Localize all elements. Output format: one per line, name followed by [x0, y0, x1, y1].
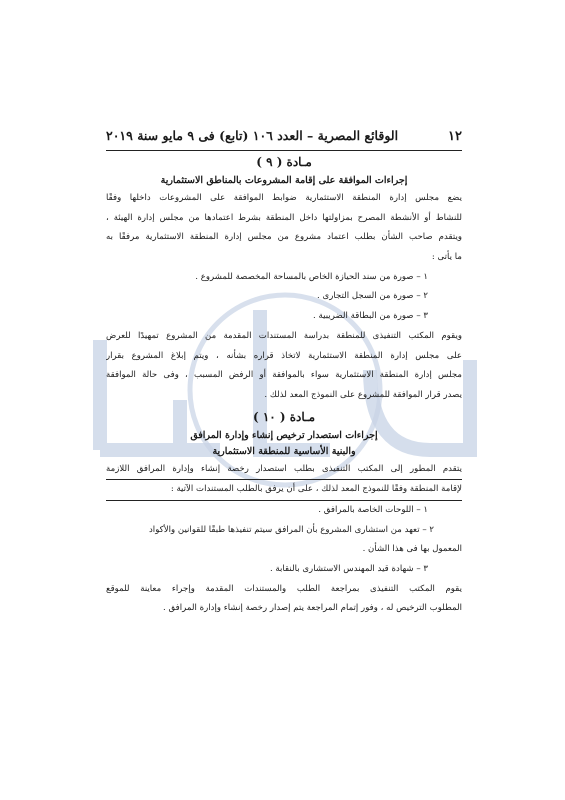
- list-item: ٣ – شهادة قيد المهندس الاستشارى بالنقابة .: [269, 564, 428, 574]
- paragraph-line: ويقوم المكتب التنفيذى للمنطقة بدراسة المستندات المقدمة من المشروع تمهيدًا للعرض: [106, 330, 462, 341]
- paragraph-line: لإقامة المنطقة وفقًا للنموذج المعد لذلك ، على أن يرفق بالطلب المستندات الآتية :: [106, 480, 462, 501]
- list-item: ٣ – صورة من البطاقة الضريبية .: [313, 311, 428, 322]
- paragraph-line: ما يأتى :: [431, 252, 462, 263]
- paragraph-line: على مجلس إدارة المنطقة الاستثمارية لاتخاذ قراره بشأنه ، ويتم إبلاغ المشروع بقرار: [106, 350, 462, 361]
- list-item: ١ – اللوحات الخاصة بالمرافق .: [318, 504, 428, 515]
- article-9-heading: مـادة ( ٩ ): [256, 155, 312, 169]
- list-item: ٢ – صورة من السجل التجارى .: [317, 291, 428, 302]
- list-item: ١ – صورة من سند الحيازة الخاص بالمساحة المخصصة للمشروع .: [195, 271, 428, 282]
- paragraph-line: يقوم المكتب التنفيذى بمراجعة الطلب والمستندات المقدمة وإجراء معاينة للموقع: [106, 583, 462, 594]
- article-10-heading: مـادة ( ١٠ ): [252, 409, 315, 424]
- page-header: [106, 128, 462, 151]
- article-10-subtitle: إجراءات استصدار ترخيص إنشاء وإدارة المرافق: [190, 429, 378, 441]
- paragraph-line: المطلوب الترخيص له ، وفور إتمام المراجعة يتم إصدار رخصة إنشاء وإدارة المرافق .: [163, 603, 462, 614]
- paragraph-line: يضع مجلس إدارة المنطقة الاستثمارية ضوابط الموافقة على المشروعات داخلها وفقًا: [106, 193, 462, 203]
- page-number: ١٢: [448, 129, 462, 144]
- article-9-subtitle: إجراءات الموافقة على إقامة المشروعات بالمناطق الاستثمارية: [160, 175, 408, 186]
- document-page: [106, 128, 462, 619]
- paragraph-line: المعمول بها فى هذا الشأن .: [362, 544, 462, 555]
- paragraph-line: ويتقدم صاحب الشأن بطلب اعتماد مشروع من مجلس إدارة المنطقة الاستثمارية مرفقًا به: [106, 232, 462, 243]
- article-10-subtitle: والبنية الأساسية للمنطقة الاستثمارية: [212, 445, 356, 457]
- paragraph-line: يصدر قرار الموافقة للمشروع على النموذج المعد لذلك .: [264, 389, 462, 400]
- list-item: ٢ – تعهد من استشارى المشروع بأن المرافق سيتم تنفيذها طبقًا للقوانين والأكواد: [148, 524, 434, 535]
- gazette-title: الوقائع المصرية – العدد ١٠٦ (تابع) فى ٩ مايو سنة ٢٠١٩: [106, 128, 399, 143]
- paragraph-line: للنشاط أو الأنشطة المصرح بمزاولتها داخل المنطقة بشرط اعتمادها من مجلس إدارة الهيئة ،: [106, 212, 462, 223]
- paragraph-line: مجلس إدارة المنطقة الاستثمارية سواء بالموافقة أو الرفض المسبب ، وفى حالة الموافقة: [106, 370, 462, 381]
- paragraph-line: يتقدم المطور إلى المكتب التنفيذى بطلب استصدار رخصة إنشاء وإدارة المرافق اللازمة: [106, 460, 462, 481]
